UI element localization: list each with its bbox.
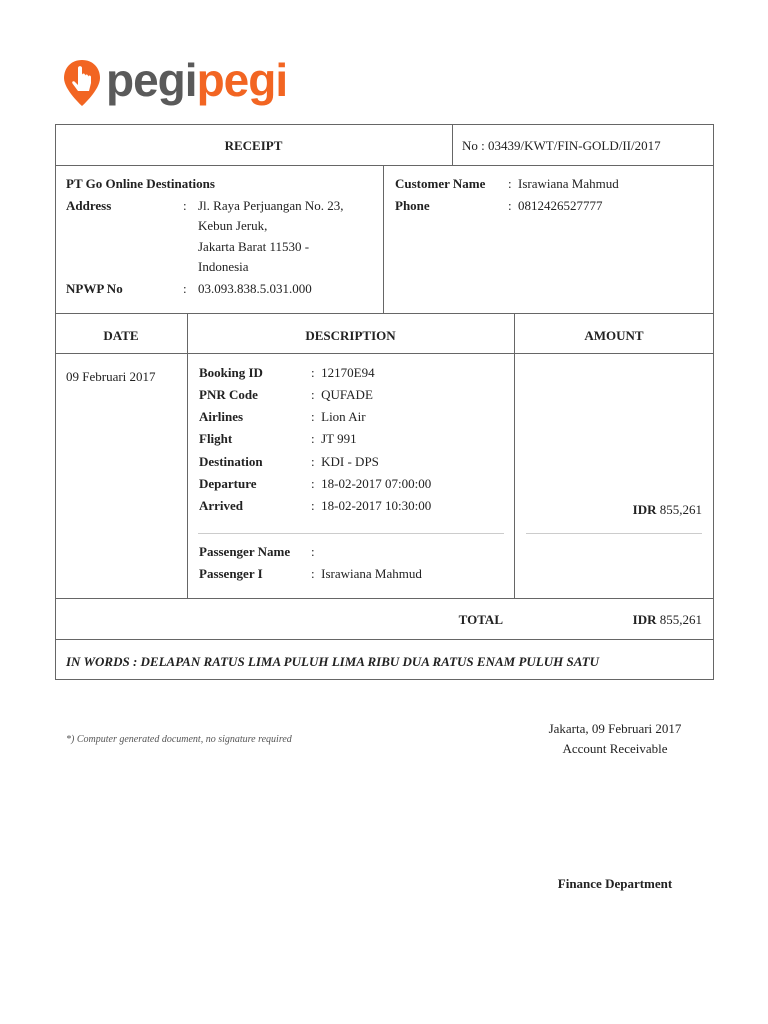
detail-value-text: KDI - DPS xyxy=(321,454,379,469)
detail-value: : Lion Air xyxy=(311,409,366,424)
passenger-label: Passenger I xyxy=(199,566,263,581)
total-amount xyxy=(633,612,702,628)
description-separator xyxy=(198,533,504,534)
address-colon: : xyxy=(183,198,187,213)
divider-date-description xyxy=(187,313,188,598)
account-receivable: Account Receivable xyxy=(562,741,668,756)
detail-value: : KDI - DPS xyxy=(311,454,379,469)
company-name: PT Go Online Destinations xyxy=(66,176,215,191)
address-line: Kebun Jeruk, xyxy=(198,218,268,233)
passenger-value-text: Israwiana Mahmud xyxy=(321,566,422,581)
amount-in-words: IN WORDS : DELAPAN RATUS LIMA PULUH LIMA RIBU DUA RATUS ENAM PULUH SATU xyxy=(66,654,599,669)
detail-label: Flight xyxy=(199,431,233,446)
column-header-date: DATE xyxy=(103,328,139,343)
item-amount-value: 855,261 xyxy=(659,502,702,517)
total-currency: IDR xyxy=(632,612,657,627)
npwp-value: 03.093.838.5.031.000 xyxy=(198,281,312,296)
address-line: Jl. Raya Perjuangan No. 23, xyxy=(198,198,344,213)
detail-value: : JT 991 xyxy=(311,431,357,446)
npwp-label: NPWP No xyxy=(66,281,123,296)
finance-department: Finance Department xyxy=(557,876,673,891)
logo-wordmark-gray: pegi xyxy=(106,54,197,106)
pegipegi-logo xyxy=(62,56,287,110)
detail-value: : QUFADE xyxy=(311,387,373,402)
npwp-colon: : xyxy=(183,281,187,296)
amount-separator xyxy=(526,533,702,534)
logo-wordmark xyxy=(106,54,288,106)
detail-value-text: Lion Air xyxy=(321,409,366,424)
divider-header xyxy=(55,165,714,166)
customer-name-colon: : xyxy=(508,176,512,191)
detail-value: : 12170E94 xyxy=(311,365,375,380)
divider-items xyxy=(55,598,714,599)
logo-wordmark-orange: pegi xyxy=(196,54,288,106)
receipt-number: No : 03439/KWT/FIN-GOLD/II/2017 xyxy=(462,138,661,153)
detail-label: Airlines xyxy=(199,409,244,424)
detail-value-text: 18-02-2017 07:00:00 xyxy=(321,476,432,491)
detail-value-text: JT 991 xyxy=(321,431,357,446)
passenger-value: : xyxy=(311,544,322,559)
passenger-value: : Israwiana Mahmud xyxy=(311,566,422,581)
passenger-label: Passenger Name xyxy=(199,544,291,559)
detail-label: Departure xyxy=(199,476,257,491)
detail-value-text: 12170E94 xyxy=(321,365,375,380)
hand-pointer-icon xyxy=(62,58,102,108)
phone-colon: : xyxy=(508,198,512,213)
customer-name-value: Israwiana Mahmud xyxy=(518,176,619,191)
phone-value: 0812426527777 xyxy=(518,198,603,213)
address-line: Jakarta Barat 11530 - xyxy=(198,239,310,254)
divider-receipt-number xyxy=(452,124,453,165)
detail-label: Arrived xyxy=(199,498,244,513)
receipt-title: RECEIPT xyxy=(224,138,283,153)
item-amount xyxy=(633,502,702,518)
place-date: Jakarta, 09 Februari 2017 xyxy=(548,721,682,736)
customer-name-label: Customer Name xyxy=(395,176,486,191)
item-amount-currency: IDR xyxy=(632,502,657,517)
detail-value-text: 18-02-2017 10:30:00 xyxy=(321,498,432,513)
divider-company-customer xyxy=(383,165,384,313)
divider-columns xyxy=(55,353,714,354)
address-label: Address xyxy=(66,198,112,213)
divider-total xyxy=(55,639,714,640)
detail-label: PNR Code xyxy=(199,387,258,402)
detail-value-text: QUFADE xyxy=(321,387,373,402)
divider-description-amount xyxy=(514,313,515,598)
detail-label: Destination xyxy=(199,454,263,469)
divider-info xyxy=(55,313,714,314)
address-line: Indonesia xyxy=(198,259,249,274)
detail-value: : 18-02-2017 10:30:00 xyxy=(311,498,432,513)
total-label: TOTAL xyxy=(458,612,503,627)
receipt-box xyxy=(55,124,714,680)
detail-label: Booking ID xyxy=(199,365,263,380)
column-header-description: DESCRIPTION xyxy=(305,328,396,343)
detail-value: : 18-02-2017 07:00:00 xyxy=(311,476,432,491)
total-value: 855,261 xyxy=(659,612,702,627)
computer-generated-note: *) Computer generated document, no signature required xyxy=(66,734,292,745)
item-date: 09 Februari 2017 xyxy=(66,369,156,384)
column-header-amount: AMOUNT xyxy=(584,328,644,343)
phone-label: Phone xyxy=(395,198,430,213)
